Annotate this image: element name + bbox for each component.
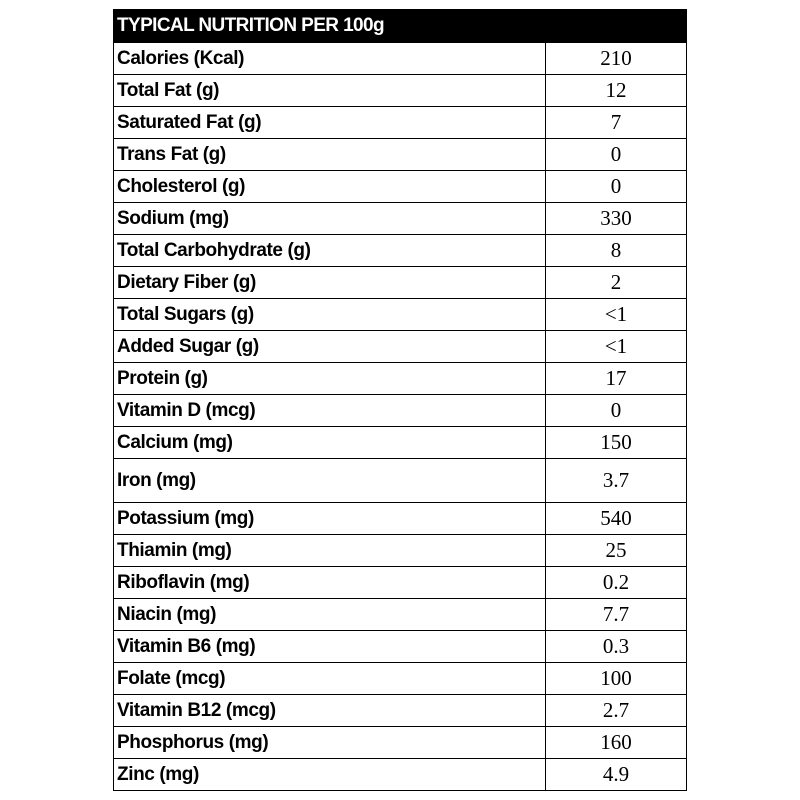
nutrient-label: Total Fat (g)	[114, 75, 546, 107]
nutrient-value: 0.3	[546, 631, 687, 663]
nutrient-label: Folate (mcg)	[114, 663, 546, 695]
table-row	[114, 427, 687, 459]
table-row	[114, 567, 687, 599]
nutrient-value: 0	[546, 395, 687, 427]
nutrient-value: 2	[546, 267, 687, 299]
nutrient-value: 17	[546, 363, 687, 395]
table-header-row	[114, 10, 687, 43]
nutrient-label: Cholesterol (g)	[114, 171, 546, 203]
nutrient-value: <1	[546, 299, 687, 331]
table-row	[114, 107, 687, 139]
table-row	[114, 759, 687, 791]
nutrient-value: 540	[546, 503, 687, 535]
nutrient-label: Total Sugars (g)	[114, 299, 546, 331]
nutrient-value: 7	[546, 107, 687, 139]
nutrient-value: 160	[546, 727, 687, 759]
nutrient-value: 0.2	[546, 567, 687, 599]
nutrient-value: 4.9	[546, 759, 687, 791]
nutrient-label: Saturated Fat (g)	[114, 107, 546, 139]
nutrient-label: Calcium (mg)	[114, 427, 546, 459]
nutrient-value: 0	[546, 139, 687, 171]
nutrient-label: Vitamin B6 (mg)	[114, 631, 546, 663]
table-row	[114, 599, 687, 631]
table-row	[114, 535, 687, 567]
nutrient-label: Vitamin D (mcg)	[114, 395, 546, 427]
nutrient-value: 12	[546, 75, 687, 107]
nutrient-value: 0	[546, 171, 687, 203]
nutrient-value: 3.7	[546, 459, 687, 503]
table-row	[114, 631, 687, 663]
nutrient-value: 25	[546, 535, 687, 567]
nutrient-label: Trans Fat (g)	[114, 139, 546, 171]
nutrition-table	[113, 9, 687, 791]
nutrient-label: Thiamin (mg)	[114, 535, 546, 567]
nutrient-value: 330	[546, 203, 687, 235]
table-row	[114, 503, 687, 535]
nutrient-value: 150	[546, 427, 687, 459]
nutrient-label: Potassium (mg)	[114, 503, 546, 535]
table-row	[114, 43, 687, 75]
nutrient-label: Riboflavin (mg)	[114, 567, 546, 599]
table-row	[114, 331, 687, 363]
nutrient-label: Iron (mg)	[114, 459, 546, 503]
nutrient-value: 100	[546, 663, 687, 695]
nutrient-value: 7.7	[546, 599, 687, 631]
nutrient-label: Total Carbohydrate (g)	[114, 235, 546, 267]
nutrient-label: Phosphorus (mg)	[114, 727, 546, 759]
nutrient-label: Zinc (mg)	[114, 759, 546, 791]
nutrient-value: 2.7	[546, 695, 687, 727]
nutrient-value: 210	[546, 43, 687, 75]
table-row	[114, 663, 687, 695]
table-row	[114, 395, 687, 427]
nutrient-value: <1	[546, 331, 687, 363]
table-row	[114, 727, 687, 759]
table-row	[114, 203, 687, 235]
nutrient-label: Vitamin B12 (mcg)	[114, 695, 546, 727]
table-row	[114, 695, 687, 727]
nutrient-label: Added Sugar (g)	[114, 331, 546, 363]
nutrient-label: Calories (Kcal)	[114, 43, 546, 75]
nutrient-label: Niacin (mg)	[114, 599, 546, 631]
table-row	[114, 171, 687, 203]
nutrient-label: Protein (g)	[114, 363, 546, 395]
table-row	[114, 267, 687, 299]
table-row	[114, 75, 687, 107]
nutrient-value: 8	[546, 235, 687, 267]
nutrient-label: Sodium (mg)	[114, 203, 546, 235]
table-header: TYPICAL NUTRITION PER 100g	[114, 10, 687, 43]
table-row	[114, 235, 687, 267]
nutrient-label: Dietary Fiber (g)	[114, 267, 546, 299]
table-row	[114, 139, 687, 171]
table-row	[114, 459, 687, 503]
table-row	[114, 363, 687, 395]
table-row	[114, 299, 687, 331]
